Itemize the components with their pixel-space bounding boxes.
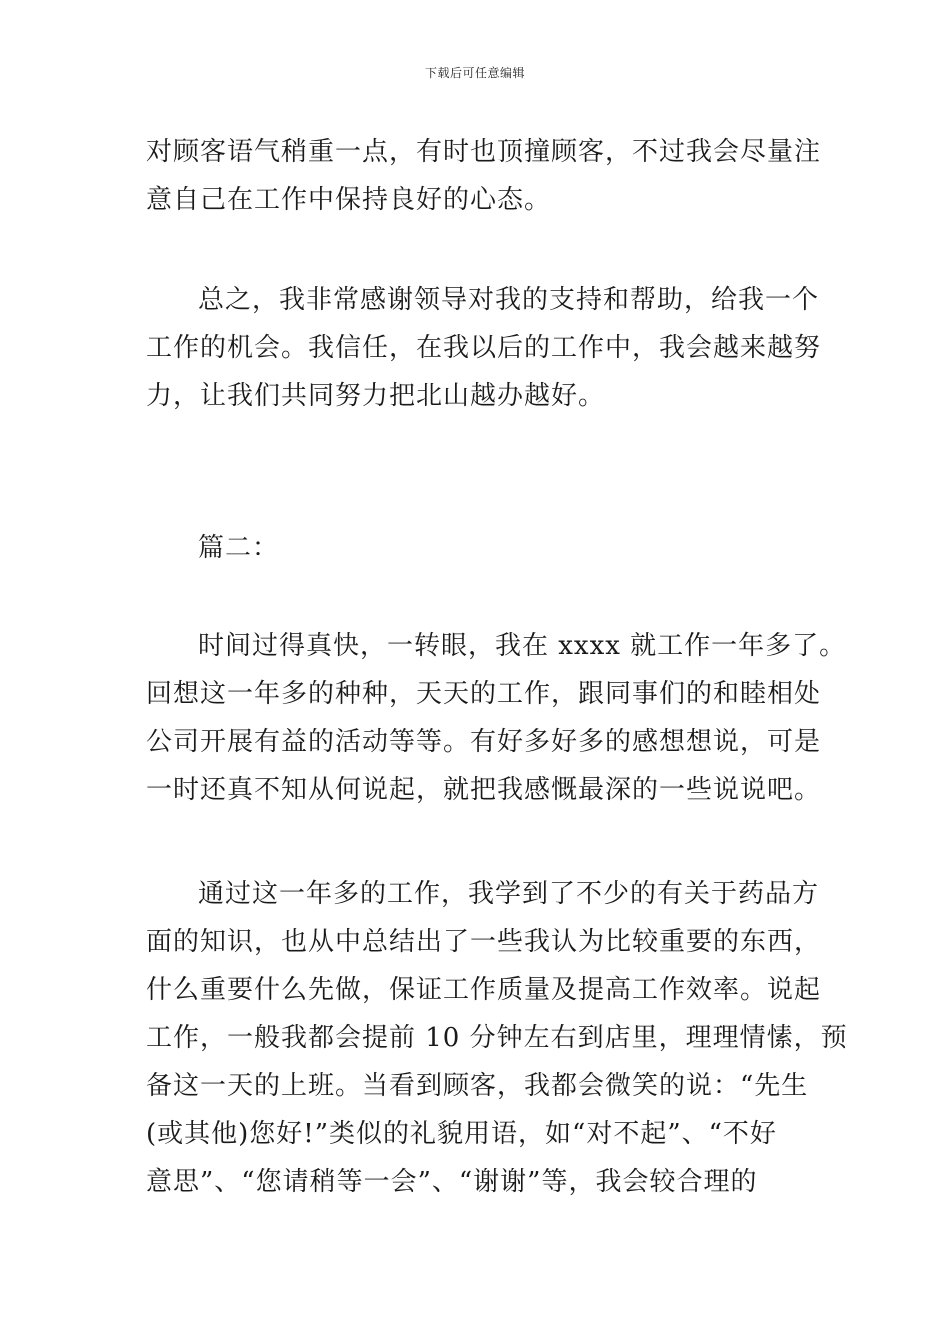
text-line: 通过这一年多的工作，我学到了不少的有关于药品方 bbox=[198, 879, 820, 909]
text-line: 工作，一般我都会提前 10 分钟左右到店里，理理情愫，预 bbox=[146, 1023, 848, 1053]
text-line: 面的知识，也从中总结出了一些我认为比较重要的东西， bbox=[146, 927, 822, 957]
text-line: 回想这一年多的种种，天天的工作，跟同事们的和睦相处 bbox=[146, 679, 822, 709]
text-line: 意思”、“您请稍等一会”、“谢谢”等，我会较合理的 bbox=[146, 1167, 758, 1197]
text-line: 什么重要什么先做，保证工作质量及提高工作效率。说起 bbox=[146, 975, 822, 1005]
paragraph-1 bbox=[146, 128, 822, 224]
paragraph-4 bbox=[146, 870, 848, 1206]
text-line: 意自己在工作中保持良好的心态。 bbox=[146, 185, 552, 215]
text-line: 备这一天的上班。当看到顾客，我都会微笑的说：“先生 bbox=[146, 1071, 809, 1101]
text-line: 篇二： bbox=[198, 533, 280, 563]
text-line: 公司开展有益的活动等等。有好多好多的感想想说，可是 bbox=[146, 727, 822, 757]
text-line: 时间过得真快，一转眼，我在 xxxx 就工作一年多了。 bbox=[198, 631, 847, 661]
paragraph-3 bbox=[146, 622, 847, 814]
page-header: 下载后可任意编辑 bbox=[424, 66, 525, 80]
text-line: 工作的机会。我信任，在我以后的工作中，我会越来越努 bbox=[146, 333, 822, 363]
text-line: 一时还真不知从何说起，就把我感慨最深的一些说说吧。 bbox=[146, 775, 822, 805]
section-title bbox=[146, 524, 806, 572]
text-line: (或其他)您好!”类似的礼貌用语，如“对不起”、“不好 bbox=[146, 1119, 777, 1149]
text-line: 总之，我非常感谢领导对我的支持和帮助，给我一个 bbox=[198, 285, 820, 315]
text-line: 力，让我们共同努力把北山越办越好。 bbox=[146, 381, 606, 411]
paragraph-2 bbox=[146, 276, 822, 420]
text-line: 对顾客语气稍重一点，有时也顶撞顾客，不过我会尽量注 bbox=[146, 137, 822, 167]
